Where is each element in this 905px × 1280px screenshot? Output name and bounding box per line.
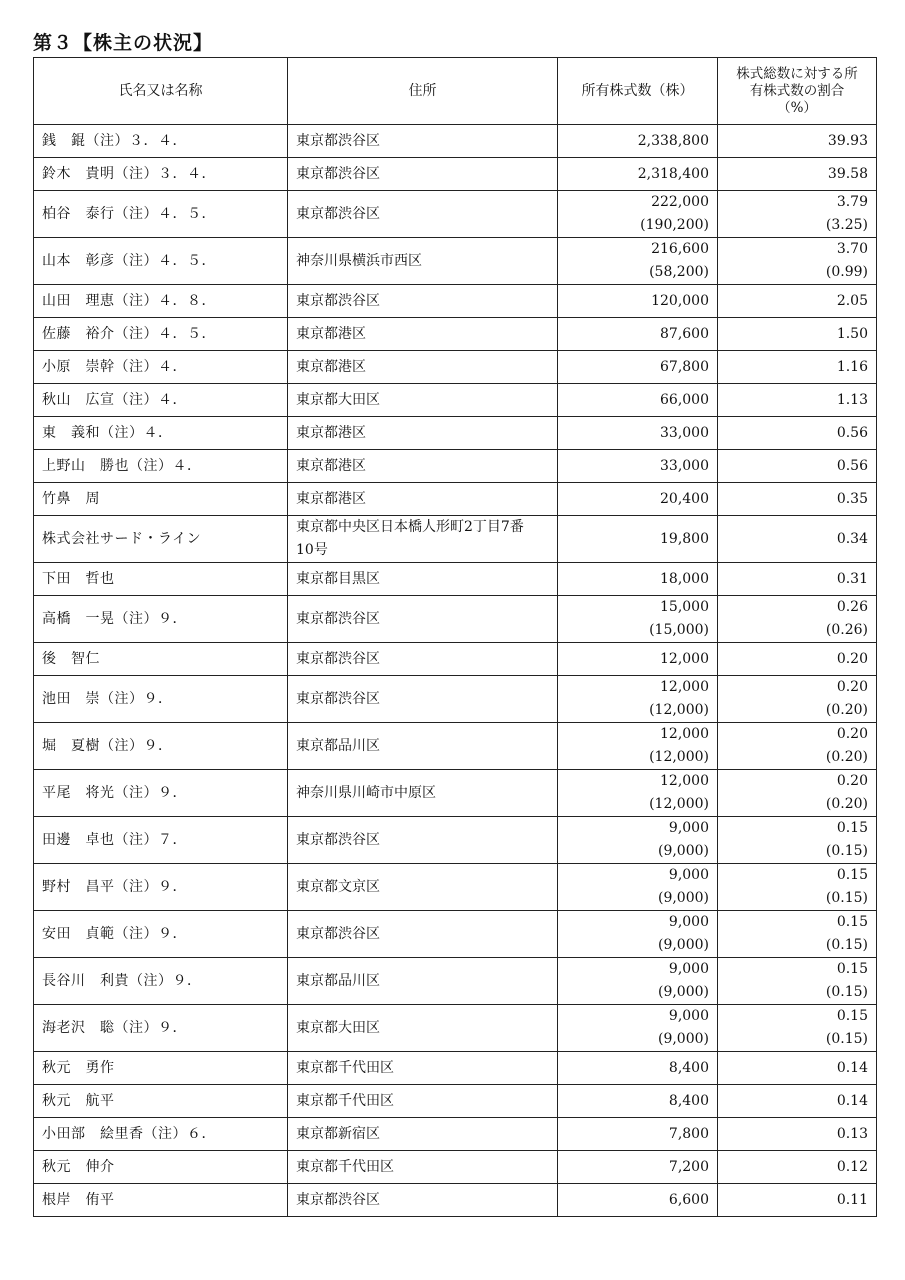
shares-value: 7,800 [668, 1125, 709, 1142]
shares-owned [558, 817, 718, 864]
shareholder-name: 山本 彰彦（注）４．５． [34, 238, 288, 285]
shareholder-address [288, 723, 558, 770]
ratio-value: 0.15 [836, 820, 868, 836]
shares-value: 9,000 [668, 1008, 709, 1024]
shares-sub-value: (9,000) [657, 984, 709, 1000]
ratio-value: 0.20 [836, 650, 868, 667]
shares-owned [558, 450, 718, 483]
ratio-value: 0.56 [836, 424, 868, 441]
shares-sub-value: (9,000) [657, 890, 709, 906]
table-row [34, 958, 877, 1005]
shares-value: 7,200 [668, 1158, 709, 1175]
shareholder-address [288, 911, 558, 958]
ratio-sub-value: (0.15) [825, 1031, 868, 1047]
table-row [34, 450, 877, 483]
shareholder-address [288, 285, 558, 318]
shares-owned [558, 1118, 718, 1151]
shares-value: 33,000 [660, 424, 709, 441]
ratio-sub-value: (0.15) [825, 937, 868, 953]
table-header [34, 58, 877, 125]
address-line: 東京都渋谷区 [296, 610, 380, 627]
shares-value: 8,400 [668, 1059, 709, 1076]
shareholder-name: 株式会社サード・ライン [34, 516, 288, 563]
shareholder-address [288, 1184, 558, 1217]
ratio-value: 0.35 [836, 490, 868, 507]
address-line: 東京都渋谷区 [296, 1191, 380, 1208]
address-line: 東京都港区 [296, 490, 366, 507]
table-row [34, 351, 877, 384]
ratio-sub-value: (0.20) [825, 702, 868, 718]
table-row [34, 676, 877, 723]
ownership-ratio [718, 417, 877, 450]
shares-sub-value: (12,000) [649, 749, 709, 765]
shareholder-name: 長谷川 利貴（注）９． [34, 958, 288, 1005]
shareholder-name: 小田部 絵里香（注）６． [34, 1118, 288, 1151]
ownership-ratio [718, 1052, 877, 1085]
shareholder-address [288, 817, 558, 864]
shareholder-address [288, 384, 558, 417]
table-row [34, 596, 877, 643]
shares-owned [558, 125, 718, 158]
table-row [34, 191, 877, 238]
ratio-value: 39.93 [827, 132, 868, 149]
ratio-value: 0.20 [836, 726, 868, 742]
table-row [34, 1005, 877, 1052]
shareholder-name: 高橋 一晃（注）９． [34, 596, 288, 643]
address-line: 東京都新宿区 [296, 1125, 380, 1142]
shares-owned [558, 1005, 718, 1052]
header-shares: 所有株式数（株） [558, 58, 718, 125]
header-row [34, 58, 877, 125]
ratio-value: 0.20 [836, 773, 868, 789]
shareholder-address [288, 158, 558, 191]
address-line: 東京都渋谷区 [296, 831, 380, 848]
shares-value: 67,800 [660, 358, 709, 375]
header-ratio [718, 58, 877, 125]
address-line: 東京都目黒区 [296, 570, 380, 587]
shares-value: 9,000 [668, 867, 709, 883]
shares-sub-value: (190,200) [640, 217, 709, 233]
shareholder-name: 田邊 卓也（注）７． [34, 817, 288, 864]
shareholder-address [288, 351, 558, 384]
shareholder-address [288, 450, 558, 483]
ownership-ratio [718, 125, 877, 158]
shareholder-name: 堀 夏樹（注）９． [34, 723, 288, 770]
ownership-ratio [718, 643, 877, 676]
shareholder-name: 野村 昌平（注）９． [34, 864, 288, 911]
ownership-ratio [718, 1184, 877, 1217]
shares-owned [558, 864, 718, 911]
table-row [34, 158, 877, 191]
shares-value: 12,000 [660, 679, 709, 695]
shares-owned [558, 417, 718, 450]
shares-owned [558, 563, 718, 596]
shareholder-address [288, 516, 558, 563]
ownership-ratio [718, 596, 877, 643]
ratio-sub-value: (0.15) [825, 843, 868, 859]
ratio-sub-value: (0.20) [825, 796, 868, 812]
shares-value: 15,000 [660, 599, 709, 615]
header-ratio-line: 有株式数の割合 [749, 82, 845, 99]
ratio-sub-value: (0.15) [825, 890, 868, 906]
shareholder-address [288, 318, 558, 351]
shares-sub-value: (12,000) [649, 796, 709, 812]
shareholder-name: 竹鼻 周 [34, 483, 288, 516]
shares-owned [558, 483, 718, 516]
shares-value: 66,000 [660, 391, 709, 408]
shares-owned [558, 238, 718, 285]
table-body [34, 125, 877, 1217]
address-line: 東京都渋谷区 [296, 690, 380, 707]
ratio-value: 0.11 [836, 1191, 868, 1208]
shares-value: 20,400 [660, 490, 709, 507]
shareholder-name: 秋元 航平 [34, 1085, 288, 1118]
shareholder-name: 秋山 広宣（注）４． [34, 384, 288, 417]
ownership-ratio [718, 450, 877, 483]
shares-value: 18,000 [660, 570, 709, 587]
ownership-ratio [718, 1151, 877, 1184]
shareholder-name: 上野山 勝也（注）４． [34, 450, 288, 483]
shares-owned [558, 770, 718, 817]
table-row [34, 285, 877, 318]
shareholder-address [288, 770, 558, 817]
address-line: 東京都中央区日本橋人形町2丁目7番 [296, 519, 524, 535]
ownership-ratio [718, 563, 877, 596]
shareholder-address [288, 643, 558, 676]
ratio-sub-value: (0.99) [825, 264, 868, 280]
shares-value: 87,600 [660, 325, 709, 342]
shares-owned [558, 676, 718, 723]
table-row [34, 770, 877, 817]
ratio-value: 0.31 [836, 570, 868, 587]
ownership-ratio [718, 158, 877, 191]
shares-owned [558, 1052, 718, 1085]
header-ratio-line: 株式総数に対する所 [736, 65, 858, 82]
address-line: 東京都渋谷区 [296, 132, 380, 149]
shareholder-name: 秋元 伸介 [34, 1151, 288, 1184]
shareholder-address [288, 676, 558, 723]
shares-owned [558, 1085, 718, 1118]
table-row [34, 516, 877, 563]
ownership-ratio [718, 770, 877, 817]
shareholder-name: 柏谷 泰行（注）４．５． [34, 191, 288, 238]
address-line: 東京都文京区 [296, 878, 380, 895]
table-row [34, 563, 877, 596]
table-row [34, 1118, 877, 1151]
address-line: 東京都港区 [296, 457, 366, 474]
ratio-value: 0.20 [836, 679, 868, 695]
page-title: 第３【株主の状況】 [33, 32, 214, 54]
header-address: 住所 [288, 58, 558, 125]
shareholder-address [288, 1118, 558, 1151]
ratio-value: 0.15 [836, 914, 868, 930]
ownership-ratio [718, 351, 877, 384]
shares-value: 120,000 [651, 292, 709, 309]
ratio-sub-value: (0.15) [825, 984, 868, 1000]
ownership-ratio [718, 483, 877, 516]
table-row [34, 1184, 877, 1217]
ratio-value: 39.58 [827, 165, 868, 182]
ownership-ratio [718, 238, 877, 285]
shareholder-address [288, 864, 558, 911]
shareholder-name: 佐藤 裕介（注）４．５． [34, 318, 288, 351]
shares-value: 9,000 [668, 914, 709, 930]
ownership-ratio [718, 864, 877, 911]
shareholder-name: 海老沢 聡（注）９． [34, 1005, 288, 1052]
shares-value: 216,600 [651, 241, 709, 257]
shares-owned [558, 351, 718, 384]
shareholder-address [288, 417, 558, 450]
ratio-value: 1.13 [836, 391, 868, 408]
ratio-value: 0.14 [836, 1059, 868, 1076]
ratio-value: 0.15 [836, 961, 868, 977]
shares-value: 2,338,800 [637, 132, 709, 149]
shares-owned [558, 191, 718, 238]
table-row [34, 911, 877, 958]
shareholder-address [288, 1052, 558, 1085]
ownership-ratio [718, 1118, 877, 1151]
address-line: 東京都渋谷区 [296, 165, 380, 182]
table-row [34, 417, 877, 450]
address-line: 神奈川県横浜市西区 [296, 252, 422, 269]
shares-owned [558, 1151, 718, 1184]
shareholder-address [288, 125, 558, 158]
address-line: 東京都品川区 [296, 737, 380, 754]
address-line: 東京都千代田区 [296, 1092, 394, 1109]
address-line: 東京都港区 [296, 325, 366, 342]
ownership-ratio [718, 285, 877, 318]
shares-value: 12,000 [660, 726, 709, 742]
ownership-ratio [718, 676, 877, 723]
shares-value: 222,000 [651, 194, 709, 210]
ownership-ratio [718, 723, 877, 770]
shares-sub-value: (9,000) [657, 937, 709, 953]
address-line: 東京都大田区 [296, 1019, 380, 1036]
table-row [34, 384, 877, 417]
shareholder-address [288, 483, 558, 516]
ratio-sub-value: (0.20) [825, 749, 868, 765]
shareholder-address [288, 958, 558, 1005]
address-line: 東京都千代田区 [296, 1158, 394, 1175]
ratio-value: 0.14 [836, 1092, 868, 1109]
shareholder-address [288, 238, 558, 285]
ratio-value: 0.56 [836, 457, 868, 474]
ratio-value: 1.16 [836, 358, 868, 375]
shares-value: 12,000 [660, 773, 709, 789]
address-line: 東京都渋谷区 [296, 650, 380, 667]
ownership-ratio [718, 1085, 877, 1118]
ratio-value: 1.50 [836, 325, 868, 342]
shares-sub-value: (9,000) [657, 1031, 709, 1047]
table-row [34, 483, 877, 516]
address-line: 東京都渋谷区 [296, 925, 380, 942]
shares-sub-value: (58,200) [649, 264, 709, 280]
ratio-value: 2.05 [836, 292, 868, 309]
shares-owned [558, 911, 718, 958]
shares-owned [558, 384, 718, 417]
shareholder-name: 東 義和（注）４． [34, 417, 288, 450]
ratio-value: 0.34 [836, 530, 868, 547]
table-row [34, 817, 877, 864]
address-line: 東京都大田区 [296, 391, 380, 408]
header-ratio-line: （%） [777, 99, 817, 116]
address-line: 東京都品川区 [296, 972, 380, 989]
table-row [34, 643, 877, 676]
table-row [34, 1151, 877, 1184]
ownership-ratio [718, 384, 877, 417]
ownership-ratio [718, 817, 877, 864]
shares-owned [558, 1184, 718, 1217]
shares-value: 19,800 [660, 530, 709, 547]
shares-value: 12,000 [660, 650, 709, 667]
shares-owned [558, 958, 718, 1005]
ratio-value: 3.79 [836, 194, 868, 210]
ownership-ratio [718, 911, 877, 958]
shareholder-name: 下田 哲也 [34, 563, 288, 596]
shares-sub-value: (12,000) [649, 702, 709, 718]
shares-value: 8,400 [668, 1092, 709, 1109]
ratio-value: 3.70 [836, 241, 868, 257]
shareholder-address [288, 563, 558, 596]
shares-owned [558, 643, 718, 676]
shareholder-name: 山田 理恵（注）４．８． [34, 285, 288, 318]
shareholder-name: 小原 崇幹（注）４． [34, 351, 288, 384]
ratio-value: 0.15 [836, 1008, 868, 1024]
header-name: 氏名又は名称 [34, 58, 288, 125]
address-line: 10号 [296, 542, 328, 558]
shares-value: 9,000 [668, 820, 709, 836]
ratio-sub-value: (0.26) [825, 622, 868, 638]
address-line: 東京都千代田区 [296, 1059, 394, 1076]
shareholder-address [288, 1151, 558, 1184]
ownership-ratio [718, 318, 877, 351]
shares-value: 9,000 [668, 961, 709, 977]
shareholder-name: 平尾 将光（注）９． [34, 770, 288, 817]
ratio-sub-value: (3.25) [825, 217, 868, 233]
shares-sub-value: (15,000) [649, 622, 709, 638]
shares-owned [558, 516, 718, 563]
shareholder-name: 銭 錕（注）３．４． [34, 125, 288, 158]
ownership-ratio [718, 958, 877, 1005]
ownership-ratio [718, 1005, 877, 1052]
shares-owned [558, 318, 718, 351]
shareholder-name: 安田 貞範（注）９． [34, 911, 288, 958]
table-row [34, 864, 877, 911]
shareholders-table [33, 57, 877, 1217]
table-row [34, 318, 877, 351]
shares-value: 33,000 [660, 457, 709, 474]
shareholder-name: 後 智仁 [34, 643, 288, 676]
ratio-value: 0.13 [836, 1125, 868, 1142]
ownership-ratio [718, 516, 877, 563]
address-line: 神奈川県川崎市中原区 [296, 784, 436, 801]
shareholder-name: 根岸 侑平 [34, 1184, 288, 1217]
table-row [34, 238, 877, 285]
address-line: 東京都渋谷区 [296, 292, 380, 309]
shareholder-address [288, 1085, 558, 1118]
address-line: 東京都港区 [296, 358, 366, 375]
shares-owned [558, 285, 718, 318]
shares-sub-value: (9,000) [657, 843, 709, 859]
address-line: 東京都渋谷区 [296, 205, 380, 222]
shares-owned [558, 723, 718, 770]
ratio-value: 0.26 [836, 599, 868, 615]
shareholder-name: 鈴木 貴明（注）３．４． [34, 158, 288, 191]
shares-owned [558, 158, 718, 191]
shares-owned [558, 596, 718, 643]
ratio-value: 0.12 [836, 1158, 868, 1175]
shareholder-name: 池田 崇（注）９． [34, 676, 288, 723]
shareholder-address [288, 1005, 558, 1052]
shareholder-name: 秋元 勇作 [34, 1052, 288, 1085]
ownership-ratio [718, 191, 877, 238]
shares-value: 6,600 [668, 1191, 709, 1208]
shares-value: 2,318,400 [637, 165, 709, 182]
table-row [34, 723, 877, 770]
address-line: 東京都港区 [296, 424, 366, 441]
table-row [34, 1085, 877, 1118]
table-row [34, 1052, 877, 1085]
shareholder-address [288, 596, 558, 643]
ratio-value: 0.15 [836, 867, 868, 883]
shareholder-address [288, 191, 558, 238]
table-row [34, 125, 877, 158]
